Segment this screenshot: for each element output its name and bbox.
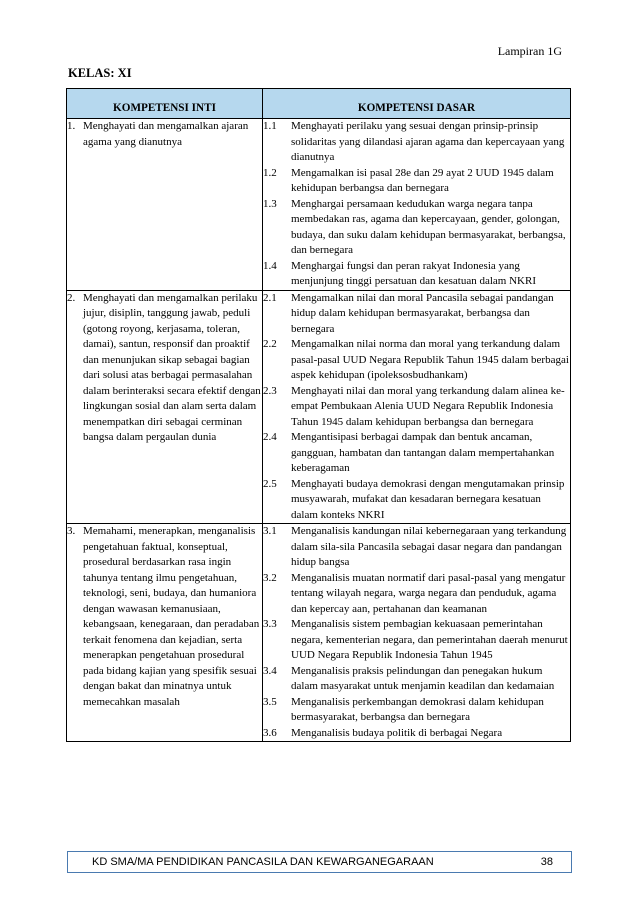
core-competency-number: 2. xyxy=(67,291,76,304)
basic-competency-item xyxy=(263,384,570,431)
header-core-competency: KOMPETENSI INTI xyxy=(67,89,263,119)
basic-competency-item xyxy=(263,726,570,742)
basic-competency-item xyxy=(263,337,570,384)
basic-competency-number: 2.4 xyxy=(263,431,277,443)
core-competency-text: Menghayati dan mengamalkan perilaku jujur, disiplin, tanggung jawab, peduli (gotong royong, kerjasama, toleran, damai), santun, responsif dan proaktif dan menunjukan sikap sebagai bagian dari solusi atas berbagai permasalahan dalam berinteraksi secara efektif dengan lingkungan sosial dan alam serta dalam menempatkan diri sebagai cerminan bangsa dalam pergaulan dunia xyxy=(83,291,261,443)
basic-competency-number: 1.1 xyxy=(263,120,277,132)
basic-competency-text: Menghargai fungsi dan peran rakyat Indonesia yang menjunjung tinggi persatuan dan kesatuan dalam NKRI xyxy=(291,259,536,287)
basic-competency-text: Mengantisipasi berbagai dampak dan bentuk ancaman, gangguan, hambatan dan tantangan dalam mempertahankan keberagaman xyxy=(291,431,555,474)
basic-competency-text: Menganalisis budaya politik di berbagai Negara xyxy=(291,726,503,739)
class-label: KELAS: XI xyxy=(68,66,132,80)
footer-title: KD SMA/MA PENDIDIKAN PANCASILA DAN KEWARGANEGARAAN xyxy=(92,856,434,868)
basic-competency-item xyxy=(263,571,570,618)
basic-competency-item xyxy=(263,617,570,664)
basic-competency-text: Menganalisis muatan normatif dari pasal-pasal yang mengatur tentang wilayah negara, warga negara dan penduduk, agama dan kepercay aan, pertahanan dan keamanan xyxy=(291,571,566,615)
basic-competency-number: 3.4 xyxy=(263,664,277,677)
basic-competency-item xyxy=(263,119,570,166)
basic-competency-number: 2.1 xyxy=(263,291,277,304)
basic-competency-text: Mengamalkan isi pasal 28e dan 29 ayat 2 UUD 1945 dalam kehidupan berbangsa dan bernegara xyxy=(291,166,554,194)
page-footer xyxy=(67,851,572,873)
basic-competency-item xyxy=(263,477,570,524)
basic-competency-number: 3.2 xyxy=(263,571,277,584)
basic-competency-text: Mengamalkan nilai dan moral Pancasila sebagai pandangan hidup dalam kehidupan bermasyarakat, berbangsa dan bernegara xyxy=(291,291,554,335)
basic-competency-cell xyxy=(263,524,571,742)
core-competency-text: Memahami, menerapkan, menganalisis pengetahuan faktual, konseptual, prosedural berdasarkan rasa ingin tahunya tentang ilmu pengetahuan, teknologi, seni, budaya, dan humaniora dengan wawasan kemanusiaan, kebangsaan, kenegaraan, dan peradaban terkait fenomena dan kejadian, serta menerapkan pengetahuan prosedural pada bidang kajian yang spesifik sesuai dengan bakat dan minatnya untuk memecahkan masalah xyxy=(83,525,260,708)
basic-competency-item xyxy=(263,695,570,726)
table-row xyxy=(67,290,571,524)
basic-competency-item xyxy=(263,291,570,338)
basic-competency-item xyxy=(263,166,570,197)
basic-competency-text: Menghayati nilai dan moral yang terkandung dalam alinea ke-empat Pembukaan Alenia UUD Negara Republik Indonesia Tahun 1945 dalam kehidupan berbangsa dan bernegara xyxy=(291,384,565,428)
table-row xyxy=(67,524,571,742)
core-competency-cell xyxy=(67,524,263,742)
basic-competency-number: 3.1 xyxy=(263,525,277,537)
basic-competency-cell xyxy=(263,290,571,524)
basic-competency-text: Mengamalkan nilai norma dan moral yang terkandung dalam pasal-pasal UUD Negara Republik Tahun 1945 dalam berbagai aspek kehidupan (ipoleksosbudhankam) xyxy=(291,338,569,381)
basic-competency-item xyxy=(263,664,570,695)
basic-competency-text: Menghayati perilaku yang sesuai dengan prinsip-prinsip solidaritas yang dilandasi ajaran agama dan kepercayaan yang dianutnya xyxy=(291,120,565,163)
basic-competency-number: 1.3 xyxy=(263,197,277,210)
basic-competency-number: 3.3 xyxy=(263,618,277,630)
basic-competency-item xyxy=(263,259,570,290)
basic-competency-cell xyxy=(263,119,571,291)
basic-competency-text: Menghayati budaya demokrasi dengan mengutamakan prinsip musyawarah, mufakat dan kesadaran bernegara kesatuan dalam konteks NKRI xyxy=(291,477,565,521)
core-competency-text: Menghayati dan mengamalkan ajaran agama yang dianutnya xyxy=(83,120,249,148)
basic-competency-number: 2.2 xyxy=(263,338,277,350)
appendix-label: Lampiran 1G xyxy=(497,44,562,58)
basic-competency-number: 2.5 xyxy=(263,477,277,490)
basic-competency-number: 2.3 xyxy=(263,384,277,397)
basic-competency-text: Menganalisis perkembangan demokrasi dalam kehidupan bermasyarakat, berbangsa dan bernegara xyxy=(291,695,544,723)
core-competency-number: 1. xyxy=(67,120,76,132)
basic-competency-item xyxy=(263,197,570,259)
competency-table xyxy=(66,88,571,742)
core-competency-number: 3. xyxy=(67,525,76,537)
core-competency-cell xyxy=(67,119,263,291)
page-number: 38 xyxy=(540,856,553,868)
basic-competency-item xyxy=(263,524,570,571)
basic-competency-text: Menganalisis sistem pembagian kekuasaan pemerintahan negara, kementerian negara, dan pemerintahan daerah menurut UUD Negara Republik Indonesia Tahun 1945 xyxy=(291,618,568,661)
core-competency-cell xyxy=(67,290,263,524)
basic-competency-number: 1.2 xyxy=(263,166,277,179)
basic-competency-number: 3.6 xyxy=(263,726,277,739)
table-row xyxy=(67,119,571,291)
basic-competency-number: 3.5 xyxy=(263,695,277,708)
basic-competency-text: Menganalisis kandungan nilai kebernegaraan yang terkandung dalam sila-sila Pancasila sebagai dasar negara dan pandangan hidup bangsa xyxy=(291,525,567,568)
basic-competency-text: Menganalisis praksis pelindungan dan penegakan hukum dalam masyarakat untuk menjamin keadilan dan kedamaian xyxy=(291,664,555,692)
basic-competency-item xyxy=(263,430,570,477)
basic-competency-text: Menghargai persamaan kedudukan warga negara tanpa membedakan ras, agama dan kepercayaan, gender, golongan, budaya, dan suku dalam kehidupan bermasyarakat, berbangsa, dan bernegara xyxy=(291,197,566,256)
header-basic-competency: KOMPETENSI DASAR xyxy=(263,89,571,119)
basic-competency-number: 1.4 xyxy=(263,259,277,272)
